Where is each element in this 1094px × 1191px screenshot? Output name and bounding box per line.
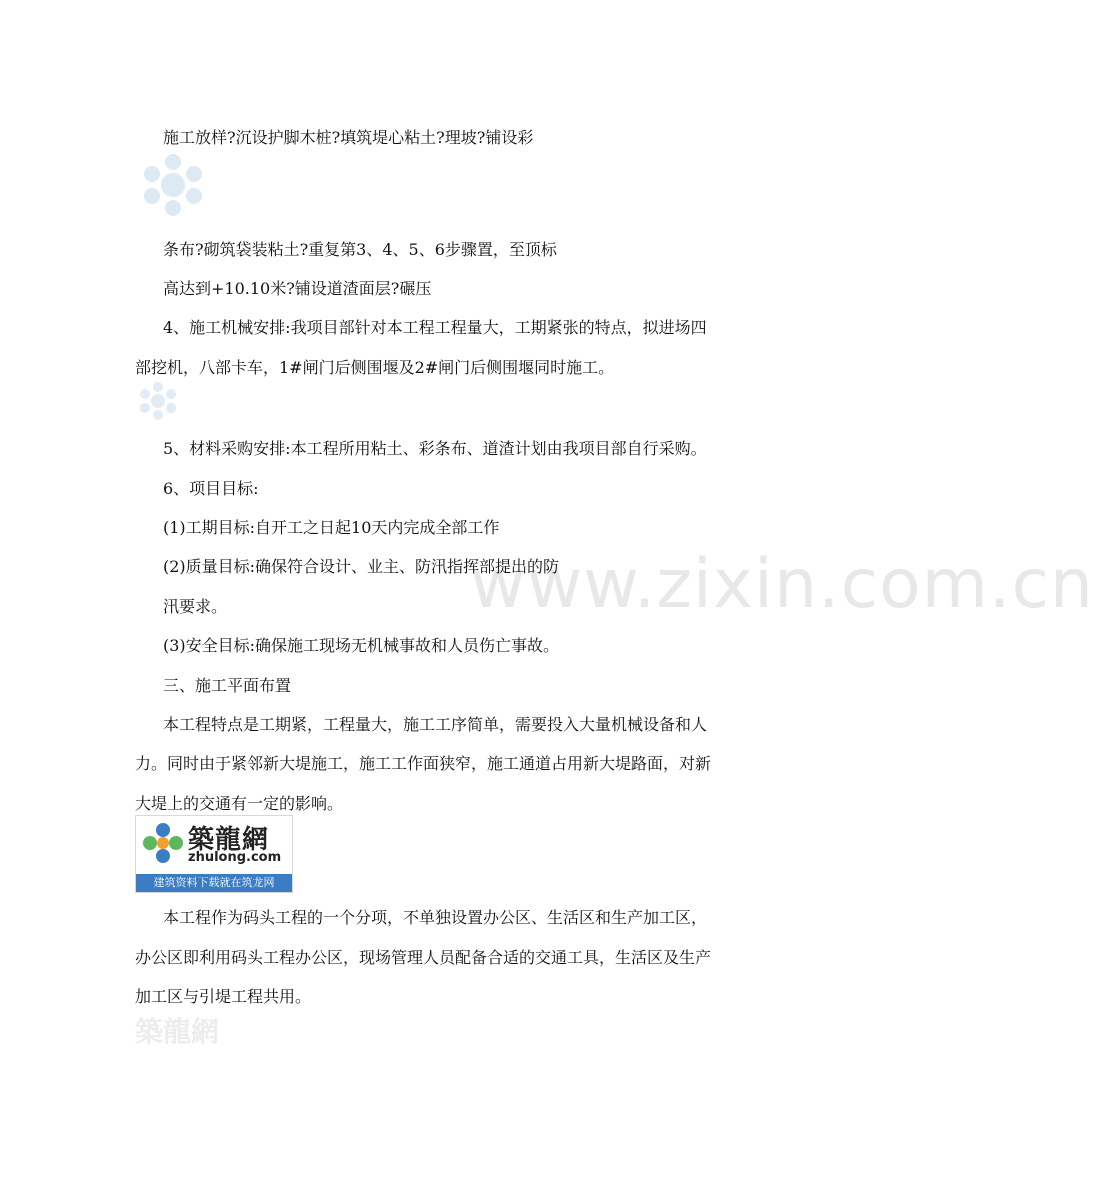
text-line: 力。同时由于紧邻新大堤施工，施工工作面狭窄，施工通道占用新大堤路面，对新: [135, 754, 712, 773]
text-line: (2)质量目标:确保符合设计、业主、防汛指挥部提出的防: [163, 557, 560, 576]
text-line: (1)工期目标:自开工之日起10天内完成全部工作: [163, 518, 500, 537]
text-line: 本工程作为码头工程的一个分项，不单独设置办公区、生活区和生产加工区，: [163, 908, 708, 927]
text-line: 部挖机，八部卡车，1#闸门后侧围堰及2#闸门后侧围堰同时施工。: [135, 358, 615, 377]
text-line: 施工放样?沉设护脚木桩?填筑堤心粘土?理坡?铺设彩: [163, 128, 534, 147]
faded-logo-watermark: 築龍網: [135, 1015, 220, 1048]
logo-slogan: 建筑资料下载就在筑龙网: [136, 874, 292, 892]
logo-domain: zhulong.com: [188, 850, 282, 865]
text-line: 汛要求。: [163, 597, 228, 616]
text-line: (3)安全目标:确保施工现场无机械事故和人员伤亡事故。: [163, 636, 560, 655]
text-line: 6、项目目标:: [163, 479, 259, 498]
text-line: 5、材料采购安排:本工程所用粘土、彩条布、道渣计划由我项目部自行采购。: [163, 439, 707, 458]
zhulong-mark-icon: [140, 820, 186, 866]
section-heading: 三、施工平面布置: [163, 676, 292, 695]
text-line: 条布?砌筑袋装粘土?重复第3、4、5、6步骤置，至顶标: [163, 240, 557, 259]
text-line: 办公区即利用码头工程办公区，现场管理人员配备合适的交通工具，生活区及生产: [135, 948, 712, 967]
text-line: 大堤上的交通有一定的影响。: [135, 794, 344, 813]
text-line: 本工程特点是工期紧，工程量大，施工工序简单，需要投入大量机械设备和人: [163, 715, 708, 734]
zhulong-logo: [135, 815, 293, 893]
text-line: 加工区与引堤工程共用。: [135, 987, 312, 1006]
text-line: 高达到+10.10米?铺设道渣面层?碾压: [163, 279, 432, 298]
watermark-text: www.zixin.com.cn: [470, 545, 1094, 624]
logo-name: 築龍網: [188, 825, 270, 855]
text-line: 4、施工机械安排:我项目部针对本工程工程量大，工期紧张的特点，拟进场四: [163, 318, 707, 337]
